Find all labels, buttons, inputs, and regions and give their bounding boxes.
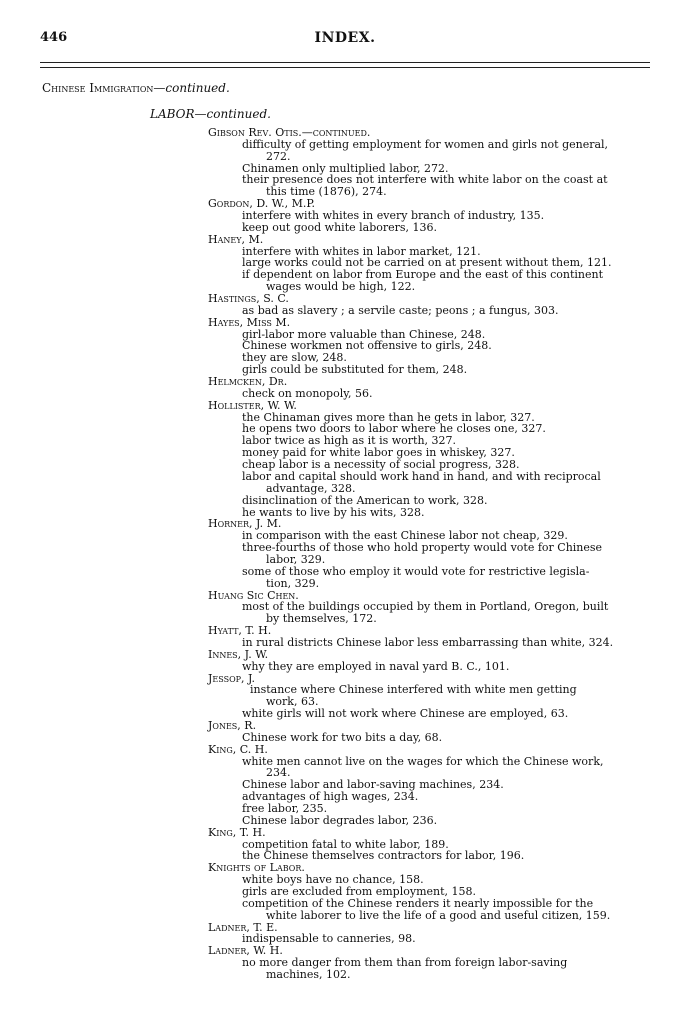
index-subentry: he wants to live by his wits, 328.: [242, 505, 425, 519]
index-subentry: why they are employed in naval yard B. C., 101.: [242, 659, 510, 673]
index-subentry-continuation: labor, 329.: [266, 552, 326, 566]
index-subentry: some of those who employ it would vote for restrictive legisla-: [242, 564, 590, 578]
index-name-heading: Jessop, J.: [208, 671, 256, 685]
index-name-heading: Gibson Rev. Otis.—continued.: [208, 126, 371, 139]
index-subentry-continuation: 234.: [266, 766, 291, 780]
index-subentry: girl-labor more valuable than Chinese, 248.: [242, 327, 486, 341]
index-entries: [0, 127, 684, 981]
index-subentry: indispensable to canneries, 98.: [242, 932, 416, 946]
index-subentry: Chinese labor and labor-saving machines, 234.: [242, 778, 504, 792]
index-name-heading: Jones, R.: [208, 718, 257, 732]
index-subentry: free labor, 235.: [242, 801, 328, 815]
page-number: 446: [40, 30, 68, 45]
index-subentry-continuation: wages would be high, 122.: [266, 280, 416, 294]
index-subentry: large works could not be carried on at present without them, 121.: [242, 256, 612, 270]
index-subentry: advantages of high wages, 234.: [242, 790, 419, 804]
index-subentry: no more danger from them than from foreign labor-saving: [242, 956, 568, 970]
index-subentry: disinclination of the American to work, 328.: [242, 493, 488, 507]
index-name-heading: Hastings, S. C.: [208, 292, 289, 306]
page-title: INDEX.: [314, 30, 376, 46]
index-subentry: labor twice as high as it is worth, 327.: [242, 434, 457, 448]
index-name-heading: Haney, M.: [208, 232, 264, 246]
index-subentry: Chinese labor degrades labor, 236.: [242, 813, 438, 827]
index-subentry: competition fatal to white labor, 189.: [242, 837, 449, 851]
index-name-heading: Knights of Labor.: [208, 861, 305, 875]
index-subentry: labor and capital should work hand in hand, and with reciprocal: [242, 469, 601, 483]
index-name-heading: King, C. H.: [208, 742, 268, 756]
index-subentry: the Chinese themselves contractors for labor, 196.: [242, 849, 525, 863]
index-subentry: white girls will not work where Chinese are employed, 63.: [242, 707, 569, 721]
index-subentry: white boys have no chance, 158.: [242, 873, 424, 887]
index-subentry-continuation: this time (1876), 274.: [266, 185, 387, 199]
index-subentry-continuation: work, 63.: [266, 695, 319, 709]
index-name-heading: Ladner, W. H.: [208, 944, 283, 958]
index-subentry-continuation: tion, 329.: [266, 576, 320, 590]
index-subentry: Chinese workmen not offensive to girls, 248.: [242, 339, 492, 353]
header-rule-bottom: [40, 67, 650, 68]
index-subentry: their presence does not interfere with white labor on the coast at: [242, 173, 608, 187]
index-subentry: girls could be substituted for them, 248.: [242, 363, 468, 377]
section-continued: —continued.: [153, 81, 230, 95]
index-subentry: money paid for white labor goes in whiskey, 327.: [242, 446, 515, 460]
index-name-heading: Hollister, W. W.: [208, 398, 297, 412]
index-subentry: instance where Chinese interfered with white men getting: [250, 683, 577, 697]
index-subentry: they are slow, 248.: [242, 351, 347, 365]
section-title: Chinese Immigration: [42, 81, 154, 95]
index-subentry: check on monopoly, 56.: [242, 386, 373, 400]
index-subentry-continuation: advantage, 328.: [266, 481, 356, 495]
index-subentry: he opens two doors to labor where he closes one, 327.: [242, 422, 546, 436]
index-name-heading: Innes, J. W.: [208, 647, 269, 661]
index-name-heading: King, T. H.: [208, 825, 266, 839]
index-name-heading: Hayes, Miss M.: [208, 315, 291, 329]
index-subentry: cheap labor is a necessity of social progress, 328.: [242, 458, 520, 472]
index-subentry-continuation: white laborer to live the life of a good and useful citizen, 159.: [266, 908, 611, 922]
index-subentry: as bad as slavery ; a servile caste; peons ; a fungus, 303.: [242, 303, 559, 317]
index-name-heading: Huang Sic Chen.: [208, 588, 299, 602]
index-subentry: girls are excluded from employment, 158.: [242, 885, 477, 898]
index-subentry: interfere with whites in labor market, 121.: [242, 244, 481, 258]
index-name-heading: Hyatt, T. H.: [208, 624, 272, 638]
index-subentry: white men cannot live on the wages for which the Chinese work,: [242, 754, 604, 768]
index-subentry: keep out good white laborers, 136.: [242, 220, 438, 234]
index-subentry: the Chinaman gives more than he gets in labor, 327.: [242, 410, 535, 424]
index-subentry-continuation: by themselves, 172.: [266, 612, 377, 626]
index-subentry: Chinese work for two bits a day, 68.: [242, 730, 443, 744]
header-rule-top: [40, 62, 650, 63]
running-header: [40, 30, 650, 48]
index-subentry: Chinamen only multiplied labor, 272.: [242, 161, 449, 175]
index-subentry: in rural districts Chinese labor less embarrassing than white, 324.: [242, 635, 614, 649]
index-name-heading: Helmcken, Dr.: [208, 375, 288, 389]
index-subentry: most of the buildings occupied by them in Portland, Oregon, built: [242, 600, 609, 614]
index-subentry: three-fourths of those who hold property would vote for Chinese: [242, 541, 603, 555]
index-subentry: competition of the Chinese renders it nearly impossible for the: [242, 896, 594, 910]
index-name-heading: Ladner, T. E.: [208, 920, 278, 934]
index-name-heading: Horner, J. M.: [208, 517, 282, 531]
index-subentry: if dependent on labor from Europe and the east of this continent: [242, 268, 604, 282]
index-subentry-continuation: 272.: [266, 149, 291, 163]
index-subentry: in comparison with the east Chinese labor not cheap, 329.: [242, 529, 568, 543]
index-subentry: difficulty of getting employment for women and girls not general,: [242, 137, 609, 151]
subsection-heading: LABOR—continued.: [150, 107, 271, 121]
index-name-heading: Gordon, D. W., M.P.: [208, 197, 316, 211]
index-subentry-continuation: machines, 102.: [266, 968, 351, 982]
section-heading: [42, 81, 230, 95]
index-subentry: interfere with whites in every branch of industry, 135.: [242, 209, 545, 223]
